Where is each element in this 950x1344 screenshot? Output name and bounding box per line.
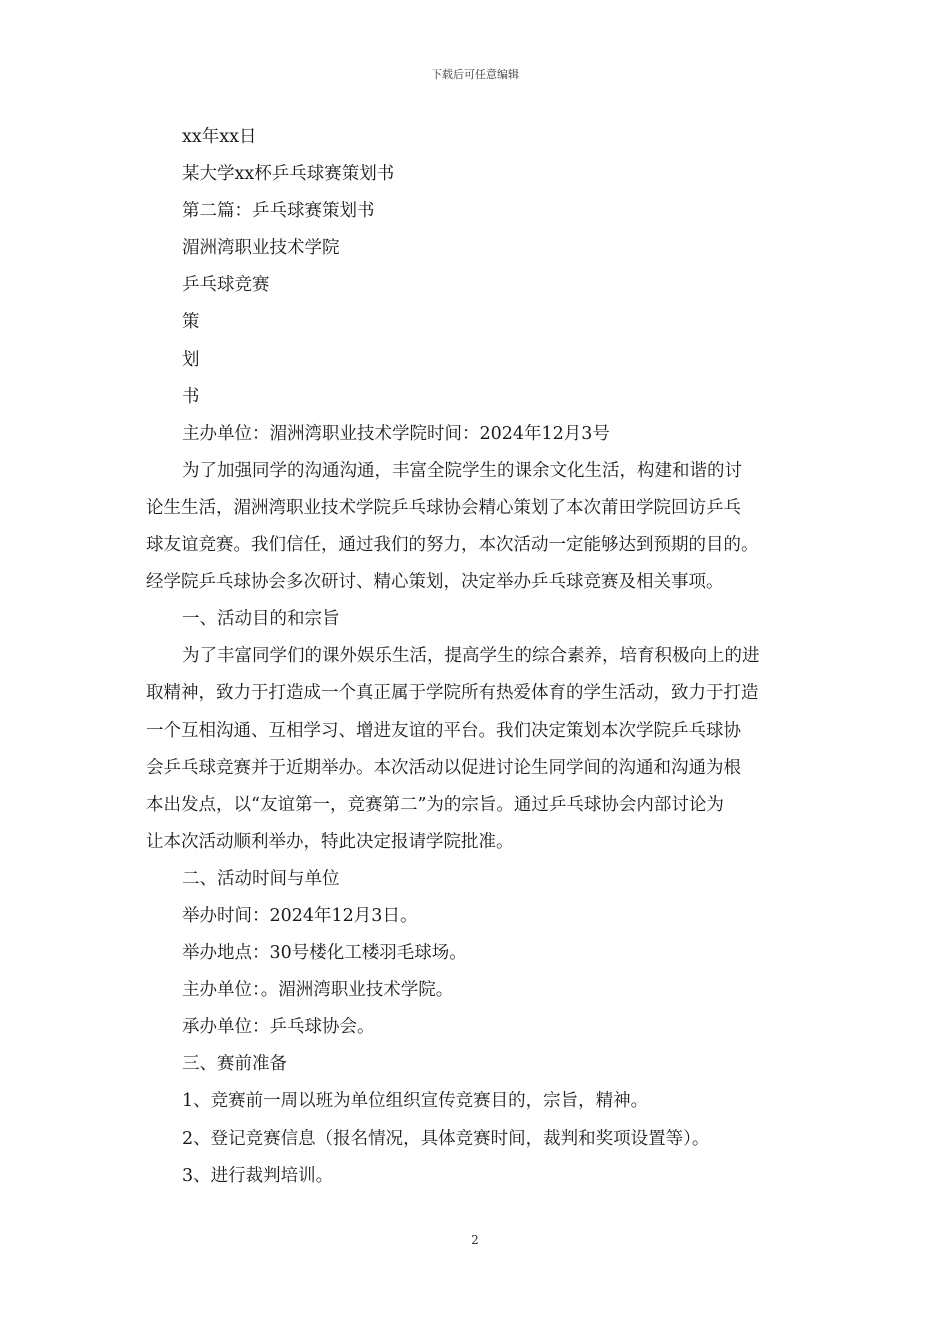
intro-line: 经学院乒乓球协会多次研讨、精心策划，决定举办乒乓球竞赛及相关事项。 — [146, 572, 724, 593]
title-line-1: 某大学xx杯乒乓球赛策划书 — [182, 164, 395, 185]
event-place: 举办地点：30号楼化工楼羽毛球场。 — [182, 943, 467, 964]
date-line: xx年xx日 — [182, 127, 257, 147]
part-two-title: 第二篇：乒乓球赛策划书 — [182, 201, 375, 222]
section-heading-time-unit: 二、活动时间与单位 — [182, 868, 340, 889]
event-host: 主办单位：。湄洲湾职业技术学院。 — [182, 980, 454, 1001]
preparation-item: 3、进行裁判培训。 — [182, 1165, 334, 1186]
purpose-paragraph — [146, 638, 806, 861]
competition-name: 乒乓球竞赛 — [182, 275, 270, 296]
host-and-time: 主办单位：湄洲湾职业技术学院时间：2024年12月3号 — [182, 423, 610, 444]
intro-line: 球友谊竞赛。我们信任，通过我们的努力，本次活动一定能够达到预期的目的。 — [146, 535, 759, 556]
intro-paragraph — [146, 453, 806, 601]
purpose-line: 取精神，致力于打造成一个真正属于学院所有热爱体育的学生活动，致力于打造 — [146, 683, 759, 704]
title-char-ce: 策 — [182, 312, 200, 333]
section-heading-purpose: 一、活动目的和宗旨 — [182, 609, 340, 630]
title-char-shu: 书 — [182, 386, 200, 407]
event-time: 举办时间：2024年12月3日。 — [182, 905, 418, 926]
event-organizer: 承办单位：乒乓球协会。 — [182, 1017, 375, 1038]
purpose-line: 一个互相沟通、互相学习、增进友谊的平台。我们决定策划本次学院乒乓球协 — [146, 720, 741, 741]
preparation-item: 2、登记竞赛信息（报名情况，具体竞赛时间，裁判和奖项设置等）。 — [182, 1128, 710, 1149]
page-header: 下载后可任意编辑 — [431, 68, 519, 81]
purpose-line: 本出发点，以“友谊第一，竞赛第二”为的宗旨。通过乒乓球协会内部讨论为 — [146, 794, 724, 815]
intro-line: 为了加强同学的沟通沟通，丰富全院学生的课余文化生活，构建和谐的讨 — [182, 460, 742, 481]
page-number: 2 — [471, 1233, 479, 1247]
purpose-line: 为了丰富同学们的课外娱乐生活，提高学生的综合素养，培育积极向上的进 — [182, 646, 760, 667]
purpose-line: 会乒乓球竞赛并于近期举办。本次活动以促进讨论生同学间的沟通和沟通为根 — [146, 757, 741, 778]
school-name: 湄洲湾职业技术学院 — [182, 238, 340, 259]
intro-line: 论生生活，湄洲湾职业技术学院乒乓球协会精心策划了本次莆田学院回访乒乓 — [146, 497, 741, 518]
document-body — [146, 119, 806, 1195]
title-char-hua: 划 — [182, 349, 200, 370]
purpose-line: 让本次活动顺利举办，特此决定报请学院批准。 — [146, 831, 514, 852]
section-heading-preparation: 三、赛前准备 — [182, 1054, 287, 1075]
preparation-item: 1、竞赛前一周以班为单位组织宣传竞赛目的，宗旨，精神。 — [182, 1091, 649, 1112]
